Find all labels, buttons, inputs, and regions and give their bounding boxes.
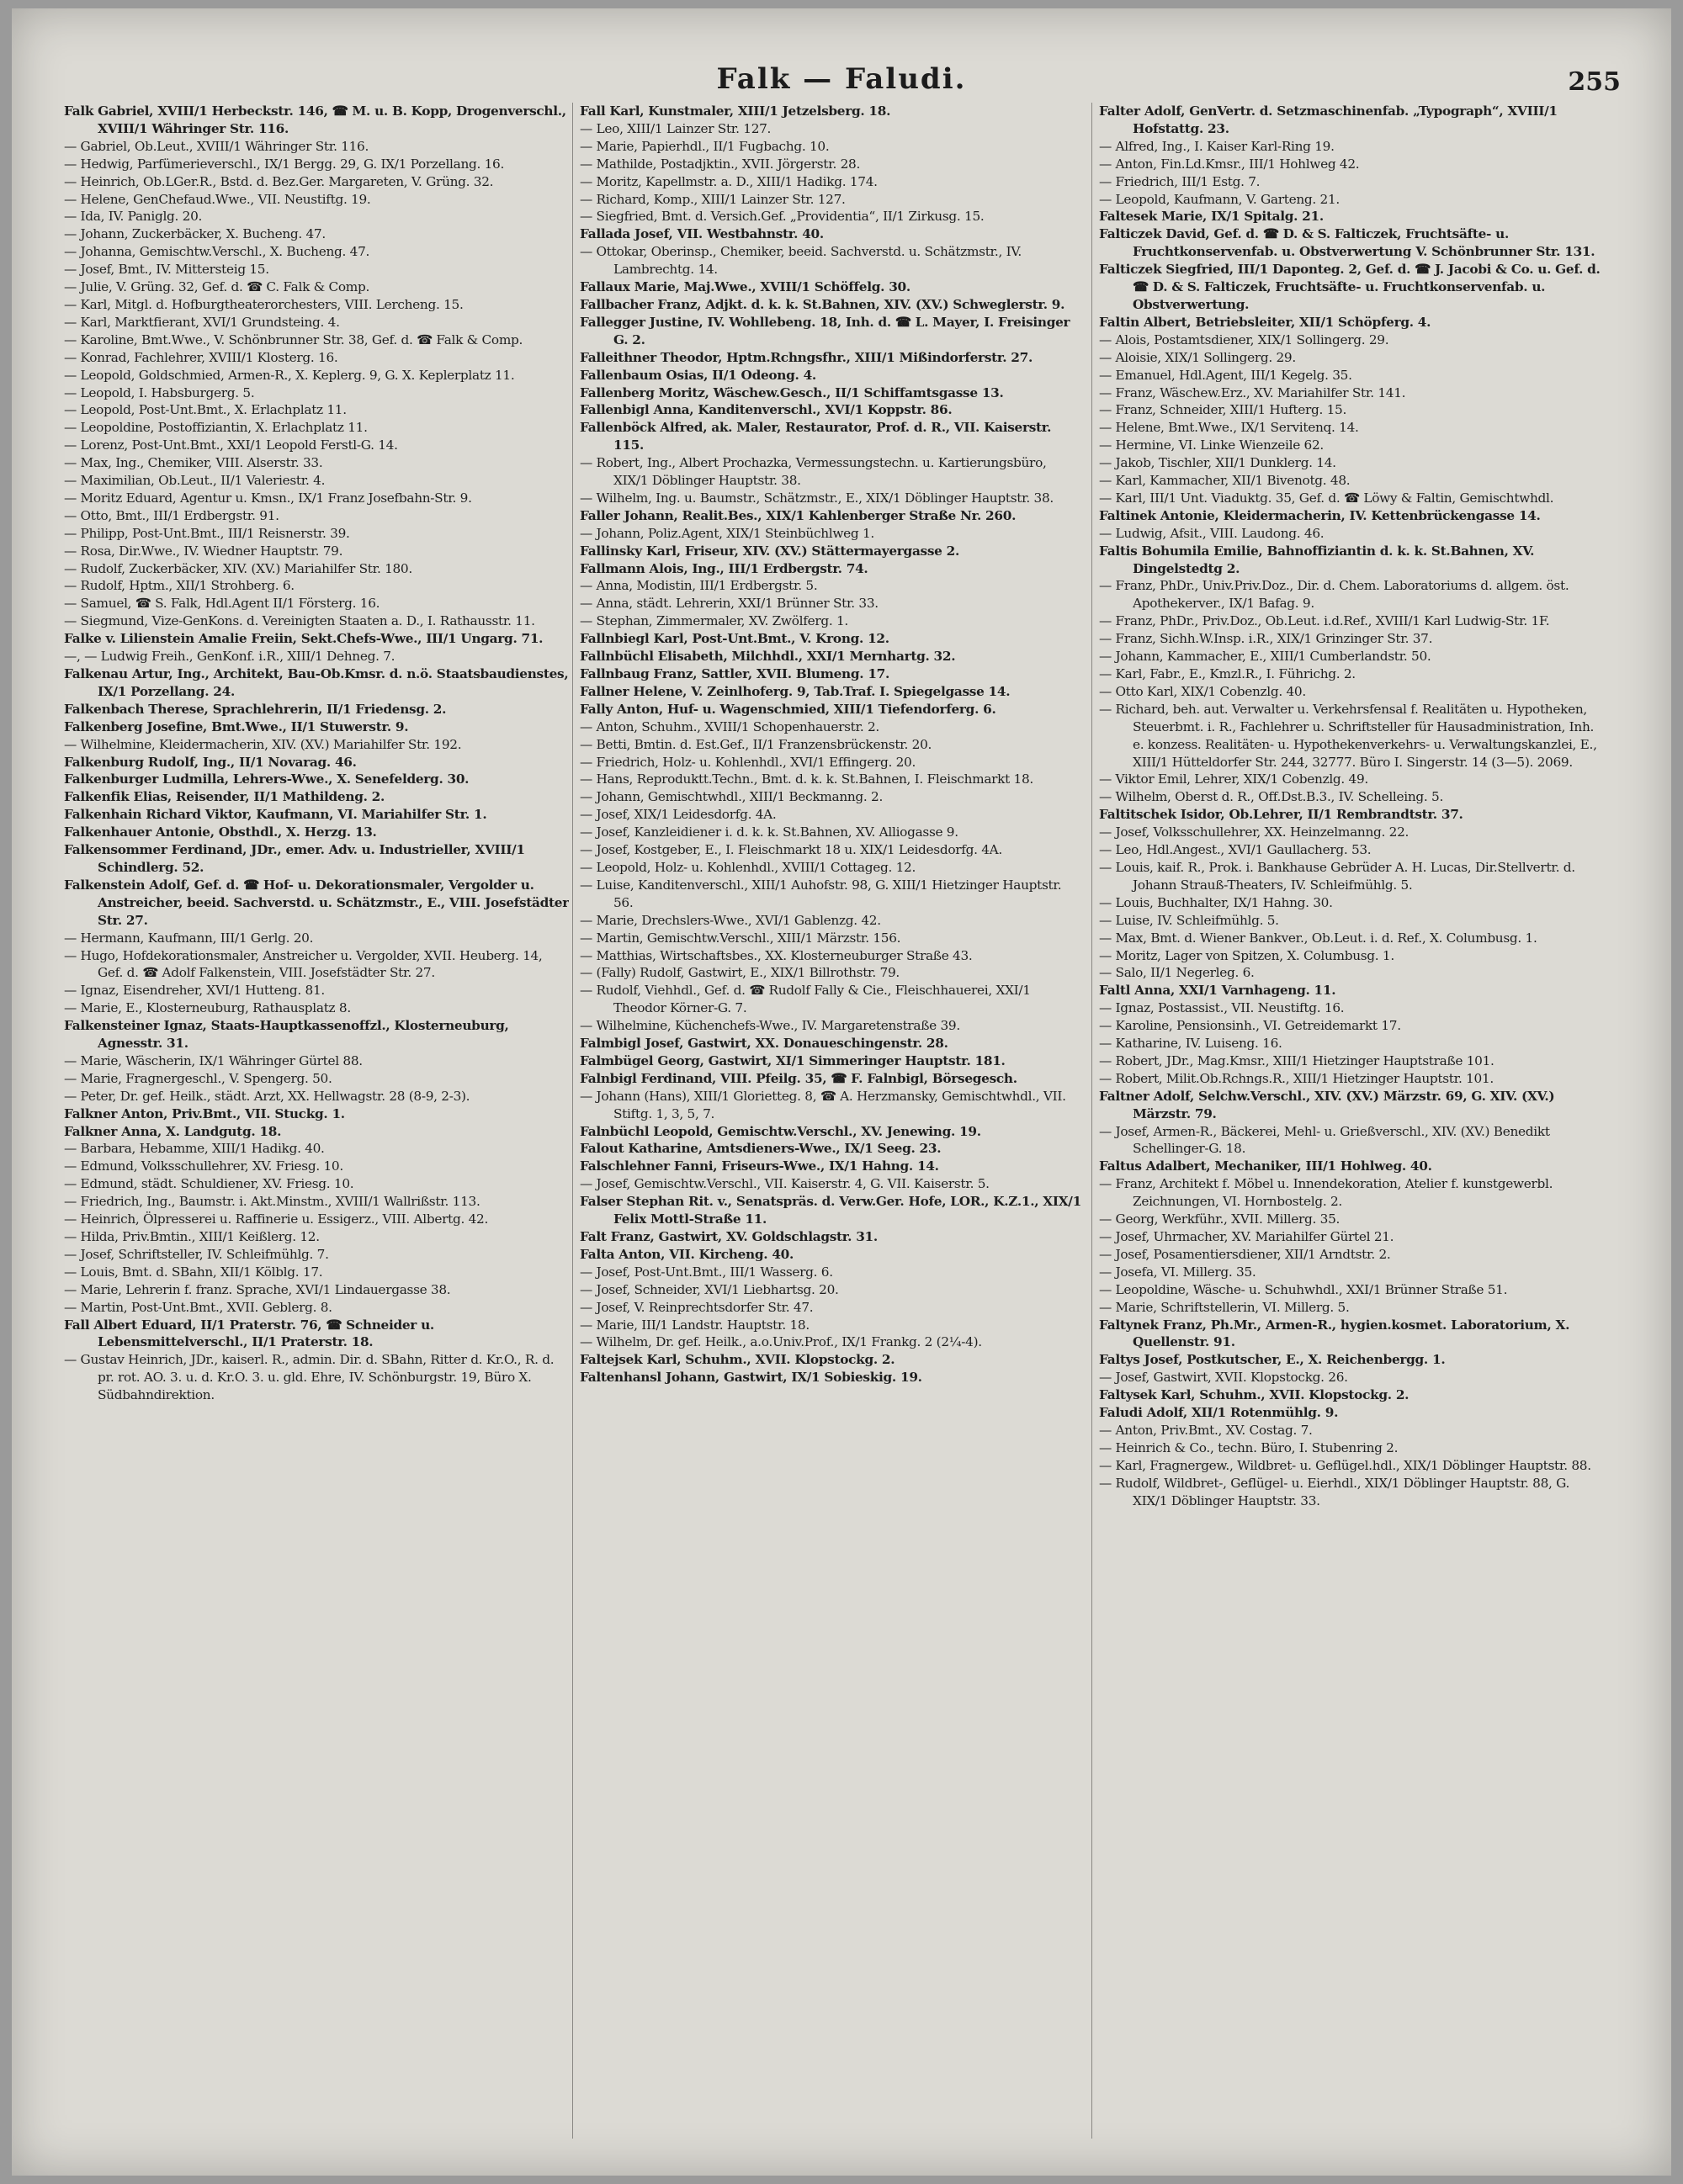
directory-entry: — Josef, V. Reinprechtsdorfer Str. 47. xyxy=(580,1299,814,1315)
directory-entry: — Karl, Marktfierant, XVI/1 Grundsteing. 4. xyxy=(64,314,340,330)
directory-entry: — Marie, Papierhdl., II/1 Fugbachg. 10. xyxy=(580,138,830,154)
directory-entry: — Richard, beh. aut. Verwalter u. Verkehrsfensal f. Realitäten u. Hypotheken, Steuerbmt. i. R., Fachlehrer u. Schriftsteller für Hausadministration, Inh. e. konzess. Realitäten- u. Hypothekenverkehrs- u. Verwaltungskanzlei, E., XIII/1 Hütteldorfer Str. 244, 32777. Büro I. Singerstr. 14 (3—5). 2069. xyxy=(1099,701,1597,770)
directory-entry: — Siegmund, Vize-GenKons. d. Vereinigten Staaten a. D., I. Rathausstr. 11. xyxy=(64,613,535,629)
directory-entry: — Aloisie, XIX/1 Sollingerg. 29. xyxy=(1099,349,1296,365)
directory-entry: —, — Ludwig Freih., GenKonf. i.R., XIII/1 Dehneg. 7. xyxy=(64,649,396,665)
directory-entry: Fallinsky Karl, Friseur, XIV. (XV.) Stättermayergasse 2. xyxy=(580,543,960,559)
directory-entry: — Moritz, Kapellmstr. a. D., XIII/1 Hadikg. 174. xyxy=(580,173,878,189)
directory-entry: Falkensommer Ferdinand, JDr., emer. Adv. u. Industrieller, XVIII/1 Schindlerg. 52. xyxy=(64,842,525,875)
directory-entry: Fallnbaug Franz, Sattler, XVII. Blumeng. 17. xyxy=(580,666,890,681)
directory-entry: — Rudolf, Hptm., XII/1 Strohberg. 6. xyxy=(64,578,295,594)
directory-entry: — Leopold, Post-Unt.Bmt., X. Erlachplatz 11. xyxy=(64,402,347,418)
directory-entry: — Helene, Bmt.Wwe., IX/1 Servitenq. 14. xyxy=(1099,420,1359,436)
directory-entry: — Franz, Schneider, XIII/1 Hufterg. 15. xyxy=(1099,402,1347,418)
directory-entry: — Hermine, VI. Linke Wienzeile 62. xyxy=(1099,437,1324,453)
directory-entry: — Stephan, Zimmermaler, XV. Zwölferg. 1. xyxy=(580,613,848,629)
directory-entry: — Louis, kaif. R., Prok. i. Bankhause Gebrüder A. H. Lucas, Dir.Stellvertr. d. Johann Strauß-Theaters, IV. Schleifmühlg. 5. xyxy=(1099,859,1575,893)
directory-entry: — Marie, Drechslers-Wwe., XVI/1 Gablenzg. 42. xyxy=(580,912,881,928)
directory-entry: Falticzek David, Gef. d. ☎ D. & S. Falticzek, Fruchtsäfte- u. Fruchtkonservenfab. u. Obstverwertung V. Schönbrunner Str. 131. xyxy=(1099,226,1595,260)
directory-entry: — Maximilian, Ob.Leut., II/1 Valeriestr. 4. xyxy=(64,473,326,489)
directory-entry: — Otto Karl, XIX/1 Cobenzlg. 40. xyxy=(1099,683,1306,699)
directory-entry: — Karoline, Bmt.Wwe., V. Schönbrunner Str. 38, Gef. d. ☎ Falk & Comp. xyxy=(64,331,523,347)
directory-entry: Faltis Bohumila Emilie, Bahnoffiziantin d. k. k. St.Bahnen, XV. Dingelstedtg 2. xyxy=(1099,543,1535,576)
directory-entry: — Edmund, Volksschullehrer, XV. Friesg. 10. xyxy=(64,1158,343,1174)
directory-entry: — (Fally) Rudolf, Gastwirt, E., XIX/1 Billrothstr. 79. xyxy=(580,965,900,981)
directory-entry: Falter Adolf, GenVertr. d. Setzmaschinenfab. „Typograph“, XVIII/1 Hofstattg. 23. xyxy=(1099,103,1558,136)
directory-entry: Falkenberg Josefine, Bmt.Wwe., II/1 Stuwerstr. 9. xyxy=(64,718,409,734)
directory-entry: — Lorenz, Post-Unt.Bmt., XXI/1 Leopold Ferstl-G. 14. xyxy=(64,437,398,453)
directory-entry: Falkenau Artur, Ing., Architekt, Bau-Ob.Kmsr. d. n.ö. Staatsbaudienstes, IX/1 Porzellang. 24. xyxy=(64,666,569,699)
directory-entry: — Franz, Sichh.W.Insp. i.R., XIX/1 Grinzinger Str. 37. xyxy=(1099,631,1433,647)
directory-entry: — Friedrich, Ing., Baumstr. i. Akt.Minstm., XVIII/1 Wallrißstr. 113. xyxy=(64,1194,480,1210)
directory-entry: Fallmann Alois, Ing., III/1 Erdbergstr. 74. xyxy=(580,560,868,576)
directory-entry: Faltus Adalbert, Mechaniker, III/1 Hohlweg. 40. xyxy=(1099,1158,1432,1174)
directory-entry: — Rosa, Dir.Wwe., IV. Wiedner Hauptstr. 79. xyxy=(64,543,343,559)
directory-entry: — Ludwig, Afsit., VIII. Laudong. 46. xyxy=(1099,525,1325,541)
directory-entry: Falkner Anton, Priv.Bmt., VII. Stuckg. 1. xyxy=(64,1105,345,1121)
directory-entry: Falnbigl Ferdinand, VIII. Pfeilg. 35, ☎ F. Falnbigl, Börsegesch. xyxy=(580,1070,1017,1086)
directory-entry: — Marie, Lehrerin f. franz. Sprache, XVI/1 Lindauergasse 38. xyxy=(64,1281,451,1297)
directory-entry: — Viktor Emil, Lehrer, XIX/1 Cobenzlg. 49. xyxy=(1099,771,1368,787)
directory-entry: — Leo, XIII/1 Lainzer Str. 127. xyxy=(580,120,772,136)
directory-entry: — Leopold, I. Habsburgerg. 5. xyxy=(64,384,255,400)
directory-entry: Faltejsek Karl, Schuhm., XVII. Klopstockg. 2. xyxy=(580,1352,895,1368)
directory-entry: — Friedrich, III/1 Estg. 7. xyxy=(1099,173,1261,189)
directory-entry: — Robert, Milit.Ob.Rchngs.R., XIII/1 Hietzinger Hauptstr. 101. xyxy=(1099,1070,1494,1086)
directory-entry: — Leopold, Kaufmann, V. Garteng. 21. xyxy=(1099,191,1340,207)
directory-entry: — Josef, XIX/1 Leidesdorfg. 4A. xyxy=(580,807,777,823)
directory-entry: — Siegfried, Bmt. d. Versich.Gef. „Providentia“, II/1 Zirkusg. 15. xyxy=(580,209,985,225)
directory-entry: — Georg, Werkführ., XVII. Millerg. 35. xyxy=(1099,1211,1341,1227)
directory-entry: — Hilda, Priv.Bmtin., XIII/1 Keißlerg. 12. xyxy=(64,1229,320,1244)
directory-entry: — Otto, Bmt., III/1 Erdbergstr. 91. xyxy=(64,507,279,523)
directory-entry: Falkenstein Adolf, Gef. d. ☎ Hof- u. Dekorationsmaler, Vergolder u. Anstreicher, beeid. Sachverstd. u. Schätzmstr., E., VIII. Josefstädter Str. 27. xyxy=(64,877,569,928)
directory-entry: — Betti, Bmtin. d. Est.Gef., II/1 Franzensbrückenstr. 20. xyxy=(580,736,932,752)
directory-entry: — Moritz Eduard, Agentur u. Kmsn., IX/1 Franz Josefbahn-Str. 9. xyxy=(64,490,472,506)
directory-entry: Falkenhain Richard Viktor, Kaufmann, VI. Mariahilfer Str. 1. xyxy=(64,807,487,823)
directory-entry: — Ignaz, Postassist., VII. Neustiftg. 16. xyxy=(1099,1000,1345,1016)
directory-page xyxy=(12,8,1671,2176)
directory-entry: — Peter, Dr. gef. Heilk., städt. Arzt, XX. Hellwagstr. 28 (8-9, 2-3). xyxy=(64,1088,470,1104)
directory-entry: — Max, Bmt. d. Wiener Bankver., Ob.Leut. i. d. Ref., X. Columbusg. 1. xyxy=(1099,930,1537,946)
directory-entry: — Luise, IV. Schleifmühlg. 5. xyxy=(1099,912,1279,928)
directory-entry: — Johann, Zuckerbäcker, X. Bucheng. 47. xyxy=(64,226,326,242)
directory-entry: Fallenberg Moritz, Wäschew.Gesch., II/1 Schiffamtsgasse 13. xyxy=(580,384,1004,400)
directory-entry: — Johann, Poliz.Agent, XIX/1 Steinbüchlweg 1. xyxy=(580,525,874,541)
directory-entry: Fallnbüchl Elisabeth, Milchhdl., XXI/1 Mernhartg. 32. xyxy=(580,649,956,665)
directory-entry: — Franz, PhDr., Priv.Doz., Ob.Leut. i.d.Ref., XVIII/1 Karl Ludwig-Str. 1F. xyxy=(1099,613,1550,629)
directory-entry: Fall Karl, Kunstmaler, XIII/1 Jetzelsberg. 18. xyxy=(580,103,891,119)
directory-entry: Fall Albert Eduard, II/1 Praterstr. 76, ☎ Schneider u. Lebensmittelverschl., II/1 Praterstr. 18. xyxy=(64,1317,434,1350)
directory-entry: Faltesek Marie, IX/1 Spitalg. 21. xyxy=(1099,209,1324,225)
directory-entry: — Karoline, Pensionsinh., VI. Getreidemarkt 17. xyxy=(1099,1018,1401,1034)
directory-entry: Falout Katharine, Amtsdieners-Wwe., IX/1 Seeg. 23. xyxy=(580,1141,942,1157)
directory-entry: — Josef, Bmt., IV. Mittersteig 15. xyxy=(64,262,269,278)
directory-entry: Falta Anton, VII. Kircheng. 40. xyxy=(580,1246,794,1262)
directory-entry: — Anton, Priv.Bmt., XV. Costag. 7. xyxy=(1099,1422,1313,1438)
directory-entry: — Matthias, Wirtschaftsbes., XX. Klosterneuburger Straße 43. xyxy=(580,947,973,963)
directory-entry: Falt Franz, Gastwirt, XV. Goldschlagstr. 31. xyxy=(580,1229,878,1244)
directory-entry: — Marie, Schriftstellerin, VI. Millerg. 5. xyxy=(1099,1299,1350,1315)
directory-entry: — Josef, Posamentiersdiener, XII/1 Arndtstr. 2. xyxy=(1099,1246,1391,1262)
directory-entry: — Julie, V. Grüng. 32, Gef. d. ☎ C. Falk & Comp. xyxy=(64,279,370,295)
directory-entry: Faludi Adolf, XII/1 Rotenmühlg. 9. xyxy=(1099,1405,1339,1421)
directory-entry: — Josef, Kostgeber, E., I. Fleischmarkt 18 u. XIX/1 Leidesdorfg. 4A. xyxy=(580,842,1002,858)
directory-entry: — Anna, Modistin, III/1 Erdbergstr. 5. xyxy=(580,578,818,594)
directory-entry: — Anton, Fin.Ld.Kmsr., III/1 Hohlweg 42. xyxy=(1099,156,1360,172)
directory-entry: — Johanna, Gemischtw.Verschl., X. Bucheng. 47. xyxy=(64,244,370,260)
directory-entry: — Gabriel, Ob.Leut., XVIII/1 Währinger Str. 116. xyxy=(64,138,369,154)
directory-entry: — Hans, Reproduktt.Techn., Bmt. d. k. k. St.Bahnen, I. Fleischmarkt 18. xyxy=(580,771,1033,787)
directory-entry: Falleithner Theodor, Hptm.Rchngsfhr., XIII/1 Mißindorferstr. 27. xyxy=(580,349,1033,365)
directory-entry: — Heinrich, Ölpresserei u. Raffinerie u. Essigerz., VIII. Albertg. 42. xyxy=(64,1211,489,1227)
directory-entry: — Wilhelmine, Kleidermacherin, XIV. (XV.) Mariahilfer Str. 192. xyxy=(64,736,462,752)
column-divider xyxy=(1091,103,1092,2139)
directory-entry: — Hedwig, Parfümerieverschl., IX/1 Bergg. 29, G. IX/1 Porzellang. 16. xyxy=(64,156,505,172)
directory-entry: — Josef, Uhrmacher, XV. Mariahilfer Gürtel 21. xyxy=(1099,1229,1394,1244)
directory-entry: Falkenbach Therese, Sprachlehrerin, II/1 Friedensg. 2. xyxy=(64,701,447,717)
directory-entry: Fallnbiegl Karl, Post-Unt.Bmt., V. Krong. 12. xyxy=(580,631,889,647)
directory-entry: — Ottokar, Oberinsp., Chemiker, beeid. Sachverstd. u. Schätzmstr., IV. Lambrechtg. 14. xyxy=(580,244,1022,278)
directory-entry: Fally Anton, Huf- u. Wagenschmied, XIII/1 Tiefendorferg. 6. xyxy=(580,701,996,717)
directory-column-3 xyxy=(1099,103,1604,2155)
directory-entry: Fallaux Marie, Maj.Wwe., XVIII/1 Schöffelg. 30. xyxy=(580,279,911,295)
directory-entry: — Robert, Ing., Albert Prochazka, Vermessungstechn. u. Kartierungsbüro, XIX/1 Döblinger Hauptstr. 38. xyxy=(580,455,1047,489)
directory-entry: — Luise, Kanditenverschl., XIII/1 Auhofstr. 98, G. XIII/1 Hietzinger Hauptstr. 56. xyxy=(580,877,1062,910)
directory-entry: — Edmund, städt. Schuldiener, XV. Friesg. 10. xyxy=(64,1176,354,1192)
directory-entry: Falmbügel Georg, Gastwirt, XI/1 Simmeringer Hauptstr. 181. xyxy=(580,1052,1006,1068)
page-title: Falk — Faludi. xyxy=(716,62,967,96)
directory-entry: — Rudolf, Wildbret-, Geflügel- u. Eierhdl., XIX/1 Döblinger Hauptstr. 88, G. XIX/1 Döblinger Hauptstr. 33. xyxy=(1099,1475,1570,1508)
directory-entry: Fallbacher Franz, Adjkt. d. k. k. St.Bahnen, XIV. (XV.) Schweglerstr. 9. xyxy=(580,296,1065,312)
directory-entry: — Ignaz, Eisendreher, XVI/1 Hutteng. 81. xyxy=(64,983,325,999)
directory-entry: — Josef, Schriftsteller, IV. Schleifmühlg. 7. xyxy=(64,1246,329,1262)
directory-entry: Faltynek Franz, Ph.Mr., Armen-R., hygien.kosmet. Laboratorium, X. Quellenstr. 91. xyxy=(1099,1317,1570,1350)
directory-entry: Faltinek Antonie, Kleidermacherin, IV. Kettenbrückengasse 14. xyxy=(1099,507,1541,523)
directory-entry: — Karl, Fabr., E., Kmzl.R., I. Führichg. 2. xyxy=(1099,666,1356,681)
directory-entry: — Josef, Gemischtw.Verschl., VII. Kaiserstr. 4, G. VII. Kaiserstr. 5. xyxy=(580,1176,990,1192)
directory-entry: — Leopold, Holz- u. Kohlenhdl., XVIII/1 Cottageg. 12. xyxy=(580,859,916,875)
directory-entry: — Johann, Gemischtwhdl., XIII/1 Beckmanng. 2. xyxy=(580,789,884,805)
directory-entry: — Ida, IV. Paniglg. 20. xyxy=(64,209,203,225)
directory-entry: — Jakob, Tischler, XII/1 Dunklerg. 14. xyxy=(1099,455,1336,471)
directory-entry: Fallada Josef, VII. Westbahnstr. 40. xyxy=(580,226,824,242)
directory-entry: — Karl, III/1 Unt. Viaduktg. 35, Gef. d. ☎ Löwy & Faltin, Gemischtwhdl. xyxy=(1099,490,1554,506)
directory-entry: Falkenhauer Antonie, Obsthdl., X. Herzg. 13. xyxy=(64,824,377,840)
directory-entry: — Wilhelmine, Küchenchefs-Wwe., IV. Margaretenstraße 39. xyxy=(580,1018,960,1034)
directory-entry: — Wilhelm, Oberst d. R., Off.Dst.B.3., IV. Schelleing. 5. xyxy=(1099,789,1444,805)
directory-entry: — Josef, Gastwirt, XVII. Klopstockg. 26. xyxy=(1099,1370,1348,1386)
directory-entry: — Moritz, Lager von Spitzen, X. Columbusg. 1. xyxy=(1099,947,1394,963)
directory-entry: Falkenfik Elias, Reisender, II/1 Mathildeng. 2. xyxy=(64,789,385,805)
directory-entry: — Josefa, VI. Millerg. 35. xyxy=(1099,1264,1256,1280)
directory-entry: Falmbigl Josef, Gastwirt, XX. Donaueschingenstr. 28. xyxy=(580,1036,948,1052)
page-number: 255 xyxy=(1568,67,1621,97)
directory-entry: — Gustav Heinrich, JDr., kaiserl. R., admin. Dir. d. SBahn, Ritter d. Kr.O., R. d. pr. rot. AO. 3. u. d. Kr.O. 3. u. gld. Ehre, IV. Schönburgstr. 19, Büro X. Südbahndirektion. xyxy=(64,1352,555,1403)
directory-entry: — Wilhelm, Ing. u. Baumstr., Schätzmstr., E., XIX/1 Döblinger Hauptstr. 38. xyxy=(580,490,1054,506)
directory-entry: — Josef, Armen-R., Bäckerei, Mehl- u. Grießverschl., XIV. (XV.) Benedikt Schellinger-G. 18. xyxy=(1099,1123,1550,1157)
directory-entry: — Marie, E., Klosterneuburg, Rathausplatz 8. xyxy=(64,1000,351,1016)
directory-entry: Falnbüchl Leopold, Gemischtw.Verschl., XV. Jenewing. 19. xyxy=(580,1123,981,1139)
directory-entry: Fallenböck Alfred, ak. Maler, Restaurator, Prof. d. R., VII. Kaiserstr. 115. xyxy=(580,420,1052,453)
directory-entry: — Karl, Mitgl. d. Hofburgtheaterorchesters, VIII. Lercheng. 15. xyxy=(64,296,464,312)
directory-entry: — Philipp, Post-Unt.Bmt., III/1 Reisnerstr. 39. xyxy=(64,525,350,541)
directory-entry: — Anton, Schuhm., XVIII/1 Schopenhauerstr. 2. xyxy=(580,718,879,734)
directory-entry: Faltysek Karl, Schuhm., XVII. Klopstockg. 2. xyxy=(1099,1387,1410,1403)
directory-column-2 xyxy=(580,103,1085,2155)
directory-entry: — Robert, JDr., Mag.Kmsr., XIII/1 Hietzinger Hauptstraße 101. xyxy=(1099,1052,1495,1068)
directory-entry: Falser Stephan Rit. v., Senatspräs. d. Verw.Ger. Hofe, LOR., K.Z.1., XIX/1 Felix Mottl-Straße 11. xyxy=(580,1194,1081,1227)
directory-entry: Faltner Adolf, Selchw.Verschl., XIV. (XV.) Märzstr. 69, G. XIV. (XV.) Märzstr. 79. xyxy=(1099,1088,1555,1121)
directory-entry: — Hermann, Kaufmann, III/1 Gerlg. 20. xyxy=(64,930,314,946)
directory-entry: — Alois, Postamtsdiener, XIX/1 Sollingerg. 29. xyxy=(1099,331,1389,347)
directory-entry: — Heinrich, Ob.LGer.R., Bstd. d. Bez.Ger. Margareten, V. Grüng. 32. xyxy=(64,173,494,189)
directory-entry: — Leo, Hdl.Angest., XVI/1 Gaullacherg. 53. xyxy=(1099,842,1372,858)
directory-entry: Faller Johann, Realit.Bes., XIX/1 Kahlenberger Straße Nr. 260. xyxy=(580,507,1017,523)
directory-entry: — Richard, Komp., XIII/1 Lainzer Str. 127. xyxy=(580,191,846,207)
directory-entry: Faltys Josef, Postkutscher, E., X. Reichenbergg. 1. xyxy=(1099,1352,1446,1368)
page-header xyxy=(12,59,1671,109)
directory-entry: Fallenbaum Osias, II/1 Odeong. 4. xyxy=(580,367,816,383)
directory-entry: Faltenhansl Johann, Gastwirt, IX/1 Sobieskig. 19. xyxy=(580,1370,922,1386)
directory-entry: Falticzek Siegfried, III/1 Daponteg. 2, Gef. d. ☎ J. Jacobi & Co. u. Gef. d. ☎ D. & S. Falticzek, Fruchtsäfte- u. Fruchtkonservenfab. u. Obstverwertung. xyxy=(1099,262,1601,312)
directory-entry: — Friedrich, Holz- u. Kohlenhdl., XVI/1 Effingerg. 20. xyxy=(580,754,916,770)
directory-entry: — Josef, Post-Unt.Bmt., III/1 Wasserg. 6. xyxy=(580,1264,833,1280)
directory-entry: — Franz, Wäschew.Erz., XV. Mariahilfer Str. 141. xyxy=(1099,384,1406,400)
directory-entry: — Johann, Kammacher, E., XIII/1 Cumberlandstr. 50. xyxy=(1099,649,1431,665)
directory-entry: — Marie, Fragnergeschl., V. Spengerg. 50. xyxy=(64,1070,332,1086)
directory-entry: — Marie, III/1 Landstr. Hauptstr. 18. xyxy=(580,1317,810,1333)
directory-entry: — Karl, Kammacher, XII/1 Bivenotg. 48. xyxy=(1099,473,1351,489)
directory-entry: — Salo, II/1 Negerleg. 6. xyxy=(1099,965,1255,981)
directory-entry: Falschlehner Fanni, Friseurs-Wwe., IX/1 Hahng. 14. xyxy=(580,1158,939,1174)
directory-entry: Falkenburg Rudolf, Ing., II/1 Novarag. 46. xyxy=(64,754,357,770)
directory-entry: Fallner Helene, V. Zeinlhoferg. 9, Tab.Traf. I. Spiegelgasse 14. xyxy=(580,683,1011,699)
directory-entry: — Samuel, ☎ S. Falk, Hdl.Agent II/1 Försterg. 16. xyxy=(64,596,380,612)
directory-entry: — Martin, Gemischtw.Verschl., XIII/1 Märzstr. 156. xyxy=(580,930,901,946)
directory-entry: Fallenbigl Anna, Kanditenverschl., XVI/1 Koppstr. 86. xyxy=(580,402,953,418)
directory-entry: Faltl Anna, XXI/1 Varnhageng. 11. xyxy=(1099,983,1336,999)
directory-entry: — Heinrich & Co., techn. Büro, I. Stubenring 2. xyxy=(1099,1439,1399,1455)
directory-entry: — Franz, Architekt f. Möbel u. Innendekoration, Atelier f. kunstgewerbl. Zeichnungen, VI. Hornbostelg. 2. xyxy=(1099,1176,1553,1210)
directory-entry: Falkenburger Ludmilla, Lehrers-Wwe., X. Senefelderg. 30. xyxy=(64,771,470,787)
directory-entry: — Mathilde, Postadjktin., XVII. Jörgerstr. 28. xyxy=(580,156,861,172)
directory-entry: — Josef, Schneider, XVI/1 Liebhartsg. 20. xyxy=(580,1281,839,1297)
directory-entry: — Leopold, Goldschmied, Armen-R., X. Keplerg. 9, G. X. Keplerplatz 11. xyxy=(64,367,515,383)
directory-entry: — Martin, Post-Unt.Bmt., XVII. Geblerg. 8. xyxy=(64,1299,332,1315)
directory-entry: Fallegger Justine, IV. Wohllebeng. 18, Inh. d. ☎ L. Mayer, I. Freisinger G. 2. xyxy=(580,314,1070,347)
directory-entry: — Louis, Bmt. d. SBahn, XII/1 Kölblg. 17. xyxy=(64,1264,323,1280)
directory-entry: Falk Gabriel, XVIII/1 Herbeckstr. 146, ☎ M. u. B. Kopp, Drogenverschl., XVIII/1 Währinger Str. 116. xyxy=(64,103,566,136)
directory-column-1 xyxy=(64,103,569,2155)
directory-entry: — Marie, Wäscherin, IX/1 Währinger Gürtel 88. xyxy=(64,1052,363,1068)
directory-entry: — Max, Ing., Chemiker, VIII. Alserstr. 33. xyxy=(64,455,323,471)
directory-entry: — Anna, städt. Lehrerin, XXI/1 Brünner Str. 33. xyxy=(580,596,879,612)
directory-entry: — Barbara, Hebamme, XIII/1 Hadikg. 40. xyxy=(64,1141,325,1157)
directory-entry: Faltin Albert, Betriebsleiter, XII/1 Schöpferg. 4. xyxy=(1099,314,1431,330)
directory-entry: — Alfred, Ing., I. Kaiser Karl-Ring 19. xyxy=(1099,138,1335,154)
directory-entry: — Josef, Volksschullehrer, XX. Heinzelmanng. 22. xyxy=(1099,824,1410,840)
directory-entry: — Louis, Buchhalter, IX/1 Hahng. 30. xyxy=(1099,894,1333,910)
directory-entry: — Franz, PhDr., Univ.Priv.Doz., Dir. d. Chem. Laboratoriums d. allgem. öst. Apothekerver., IX/1 Bafag. 9. xyxy=(1099,578,1569,612)
directory-entry: Faltitschek Isidor, Ob.Lehrer, II/1 Rembrandtstr. 37. xyxy=(1099,807,1463,823)
directory-entry: — Wilhelm, Dr. gef. Heilk., a.o.Univ.Prof., IX/1 Frankg. 2 (2¼-4). xyxy=(580,1334,982,1350)
directory-entry: — Rudolf, Viehhdl., Gef. d. ☎ Rudolf Fally & Cie., Fleischhauerei, XXI/1 Theodor Körner-G. 7. xyxy=(580,983,1031,1016)
column-divider xyxy=(572,103,573,2139)
directory-entry: — Karl, Fragnergew., Wildbret- u. Geflügel.hdl., XIX/1 Döblinger Hauptstr. 88. xyxy=(1099,1457,1591,1473)
directory-entry: Falkner Anna, X. Landgutg. 18. xyxy=(64,1123,282,1139)
directory-entry: Falkensteiner Ignaz, Staats-Hauptkassenoffzl., Klosterneuburg, Agnesstr. 31. xyxy=(64,1018,509,1052)
directory-entry: — Konrad, Fachlehrer, XVIII/1 Klosterg. 16. xyxy=(64,349,338,365)
directory-entry: — Rudolf, Zuckerbäcker, XIV. (XV.) Mariahilfer Str. 180. xyxy=(64,560,412,576)
directory-entry: — Josef, Kanzleidiener i. d. k. k. St.Bahnen, XV. Alliogasse 9. xyxy=(580,824,958,840)
directory-entry: — Helene, GenChefaud.Wwe., VII. Neustiftg. 19. xyxy=(64,191,371,207)
directory-entry: — Emanuel, Hdl.Agent, III/1 Kegelg. 35. xyxy=(1099,367,1352,383)
directory-entry: — Hugo, Hofdekorationsmaler, Anstreicher u. Vergolder, XVII. Heuberg. 14, Gef. d. ☎ Adolf Falkenstein, VIII. Josefstädter Str. 27. xyxy=(64,947,543,981)
directory-entry: — Leopoldine, Wäsche- u. Schuhwhdl., XXI/1 Brünner Straße 51. xyxy=(1099,1281,1508,1297)
directory-entry: Falke v. Lilienstein Amalie Freiin, Sekt.Chefs-Wwe., III/1 Ungarg. 71. xyxy=(64,631,544,647)
directory-entry: — Katharine, IV. Luiseng. 16. xyxy=(1099,1036,1282,1052)
directory-entry: — Leopoldine, Postoffiziantin, X. Erlachplatz 11. xyxy=(64,420,368,436)
directory-entry: — Johann (Hans), XIII/1 Glorietteg. 8, ☎ A. Herzmansky, Gemischtwhdl., VII. Stiftg. 1, 3, 5, 7. xyxy=(580,1088,1066,1121)
